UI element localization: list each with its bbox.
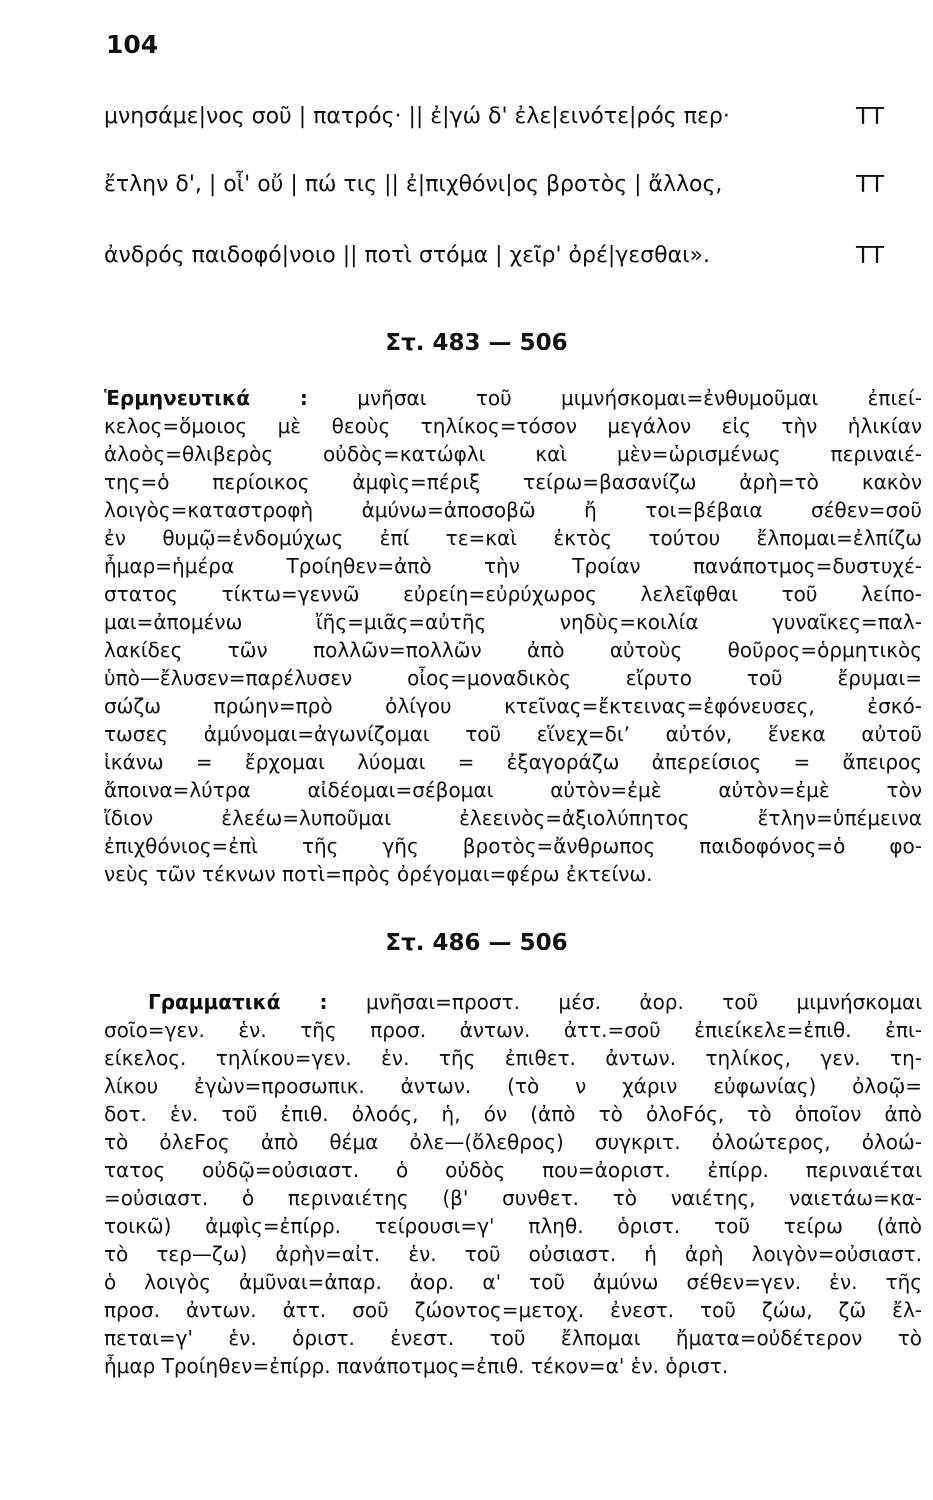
section1-line-17: ἐπιχθόνιος=ἐπὶ τῆς γῆς βροτὸς=ἄνθρωπος παιδοφόνος=ὁ φο-	[104, 834, 922, 858]
verse-line-2: ἔτλην δ', | οἷ' οὔ | πώ τις || ἐ|πιχθόνι|ος βροτὸς | ἄλλος,	[104, 172, 723, 197]
section2-line-2: σοῖο=γεν. ἑν. τῆς προσ. ἀντων. ἀττ.=σοῦ ἐπιείκελε=ἐπιθ. ἐπι-	[104, 1018, 922, 1042]
section1-line-6: ἐν θυμῷ=ἐνδομύχως ἐπί τε=καὶ ἐκτὸς τούτου ἔλπομαι=ἐλπίζω	[104, 526, 922, 550]
section2-line-1	[104, 990, 922, 1014]
section2-line-text: μνῆσαι=προστ. μέσ. ἀορ. τοῦ μιμνήσκομαι	[365, 990, 922, 1014]
section1-line-4: της=ὁ περίοικος ἀμφὶς=πέριξ τείρω=βασανίζω ἀρὴ=τὸ κακὸν	[104, 470, 922, 494]
verse-mark-3: ΤΤ	[856, 243, 885, 269]
section1-line-12: σώζω πρώην=πρὸ ὀλίγου κτεῖνας=ἔκτεινας=ἐφόνευσες, ἐσκό-	[104, 694, 922, 718]
section2-line-9: τοικῶ) ἀμφὶς=ἐπίρρ. τείρουσι=γ' πληθ. ὁριστ. τοῦ τείρω (ἀπὸ	[104, 1214, 922, 1238]
section1-line-5: λοιγὸς=καταστροφὴ ἀμύνω=ἀποσοβῶ ἤ τοι=βέβαια σέθεν=σοῦ	[104, 498, 922, 522]
section1-line-text: μνῆσαι τοῦ μιμνήσκομαι=ἐνθυμοῦμαι ἐπιεί-	[357, 386, 923, 410]
verse-line-1: μνησάμε|νος σοῦ | πατρός· || ἐ|γώ δ' ἐλε|εινότε|ρός περ·	[104, 104, 730, 129]
section2-line-3: είκελος. τηλίκου=γεν. ἑν. τῆς ἐπιθετ. ἀντων. τηλίκος, γεν. τη-	[104, 1046, 922, 1070]
section2-line-8: =οὐσιαστ. ὁ περιναιέτης (β' συνθετ. τὸ ναιέτης, ναιετάω=κα-	[104, 1186, 922, 1210]
page-number: 104	[106, 30, 159, 59]
section2-line-12: προσ. ἀντων. ἀττ. σοῦ ζώοντος=μετοχ. ἐνεστ. τοῦ ζώω, ζῶ ἔλ-	[104, 1298, 922, 1322]
section1-line-11: ὑπὸ—ἔλυσεν=παρέλυσεν οἶος=μοναδικὸς εἴρυτο τοῦ ἔρυμαι=	[104, 666, 922, 690]
section1-line-9: μαι=ἀπομένω ἴῆς=μιᾶς=αὐτῆς νηδὺς=κοιλία γυναῖκες=παλ-	[104, 610, 922, 634]
section1-line-10: λακίδες τῶν πολλῶν=πολλῶν ἀπὸ αὐτοὺς θοῦρος=ὁρμητικὸς	[104, 638, 922, 662]
section1-line-8: στατος τίκτω=γεννῶ εὐρείη=εὐρύχωρος λελεῖφθαι τοῦ λείπο-	[104, 582, 922, 606]
section1-line-2: κελος=ὅμοιος μὲ θεοὺς τηλίκος=τόσον μεγάλον εἰς τὴν ἡλικίαν	[104, 414, 922, 438]
verse-line-3: ἀνδρός παιδοφό|νοιο || ποτὶ στόμα | χεῖρ' ὀρέ|γεσθαι».	[104, 243, 710, 268]
section2-line-6: τὸ ὀλεϜος ἀπὸ θέμα ὀλε—(ὄλεθρος) συγκριτ. ὀλοώτερος, ὀλοώ-	[104, 1130, 922, 1154]
section1-line-13: τωσες ἀμύνομαι=ἀγωνίζομαι τοῦ εἵνεχ=διʼ αὐτόν, ἕνεκα αὐτοῦ	[104, 722, 922, 746]
verse-mark-2: ΤΤ	[856, 172, 885, 198]
section2-line-10: τὸ τερ—ζω) ἀρὴν=αἰτ. ἑν. τοῦ οὐσιαστ. ἡ ἀρὴ λοιγὸν=οὐσιαστ.	[104, 1242, 922, 1266]
section1-line-1	[104, 386, 922, 410]
section2-line-4: λίκου ἐγὼν=προσωπικ. ἀντων. (τὸ ν χάριν εὐφωνίας) ὀλοῷ=	[104, 1074, 922, 1098]
section1-line-16: ἴδιον ἐλεέω=λυποῦμαι ἐλεεινὸς=ἀξιολύπητος ἔτλην=ὑπέμεινα	[104, 806, 922, 830]
verse-mark-1: ΤΤ	[856, 104, 885, 130]
section2-line-5: δοτ. ἑν. τοῦ ἐπιθ. ὀλοός, ἡ, όν (ἀπὸ τὸ ὀλοϜός, τὸ ὁποῖον ἀπὸ	[104, 1102, 922, 1126]
section1-line-7: ἦμαρ=ἡμέρα Τροίηθεν=ἀπὸ τὴν Τροίαν πανάποτμος=δυστυχέ-	[104, 554, 922, 578]
section2-lead: Γραμματικά :	[148, 990, 328, 1014]
section2-line-14: ἦμαρ Τροίηθεν=ἐπίρρ. πανάποτμος=ἐπιθ. τέκον=α' ἑν. ὁριστ.	[104, 1354, 729, 1378]
section2-line-7: τατος οὐδῷ=οὐσιαστ. ὁ οὐδὸς που=ἀοριστ. ἐπίρρ. περιναιέται	[104, 1158, 922, 1182]
section1-lead: Ἑρμηνευτικά :	[104, 386, 308, 410]
section1-line-18: νεὺς τῶν τέκνων ποτὶ=πρὸς ὀρέγομαι=φέρω ἐκτείνω.	[104, 862, 653, 886]
section1-line-15: ἄποινα=λύτρα αἰδέομαι=σέβομαι αὐτὸν=ἐμὲ αὐτὸν=ἐμὲ τὸν	[104, 778, 922, 802]
section1-line-3: ἀλοὸς=θλιβερὸς οὐδὸς=κατώφλι καὶ μὲν=ὡρισμένως περιναιέ-	[104, 442, 922, 466]
section2-line-11: ὁ λοιγὸς ἀμῦναι=ἀπαρ. ἀορ. α' τοῦ ἀμύνω σέθεν=γεν. ἑν. τῆς	[104, 1270, 922, 1294]
section-heading-486-506: Στ. 486 — 506	[385, 930, 568, 956]
section1-line-14: ἱκάνω = ἔρχομαι λύομαι = ἐξαγοράζω ἀπερείσιος = ἄπειρος	[104, 750, 922, 774]
section2-line-13: πεται=γ' ἑν. ὁριστ. ἐνεστ. τοῦ ἔλπομαι ἤματα=οὐδέτερον τὸ	[104, 1326, 922, 1350]
section-heading-483-506: Στ. 483 — 506	[385, 330, 568, 356]
